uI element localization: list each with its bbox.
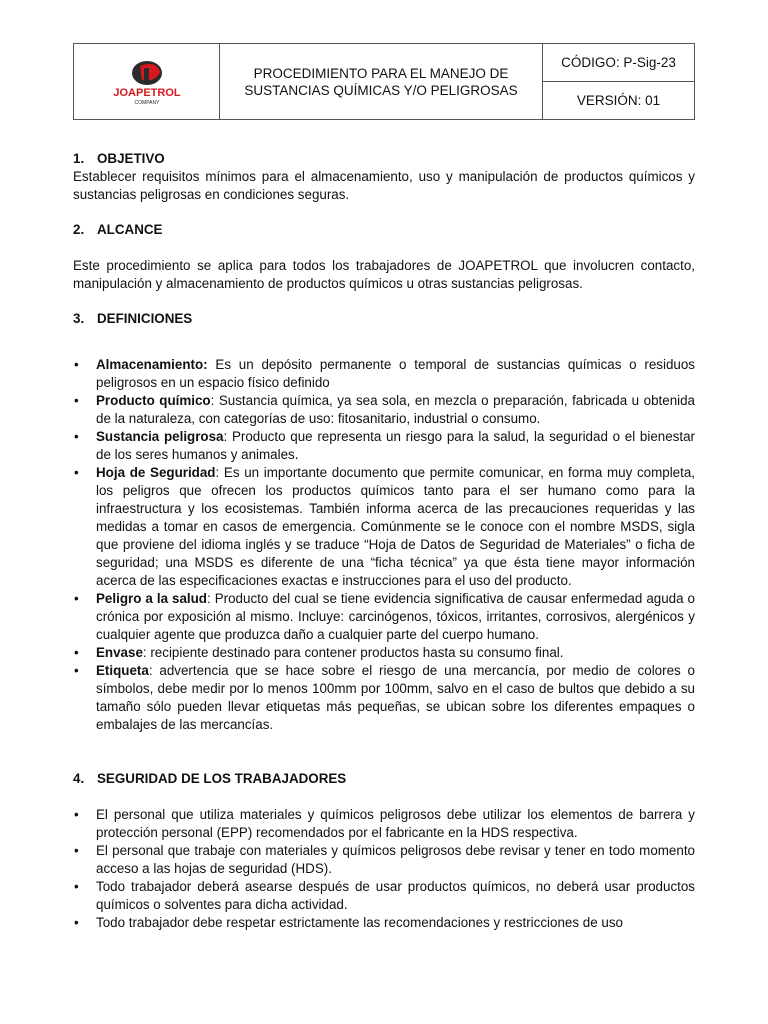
- objetivo-text: Establecer requisitos mínimos para el almacenamiento, uso y manipulación de productos químicos y sustancias peligrosas en condiciones seguras.: [73, 169, 695, 202]
- section-heading-objetivo: 1. OBJETIVO: [73, 151, 165, 166]
- list-item: • Todo trabajador deberá asearse después de usar productos químicos, no deberá usar productos químicos o solventes para dicha actividad.: [73, 878, 695, 914]
- alcance-text: Este procedimiento se aplica para todos los trabajadores de JOAPETROL que involucren contacto, manipulación y almacenamiento de productos químicos u otras sustancias peligrosas.: [73, 258, 695, 291]
- safety-list: [73, 806, 695, 932]
- list-item: • El personal que utiliza materiales y químicos peligrosos debe utilizar los elementos de barrera y protección personal (EPP) recomendados por el fabricante en la HDS respectiva.: [73, 806, 695, 842]
- definitions-list: [73, 356, 695, 734]
- list-item: • Etiqueta: advertencia que se hace sobre el riesgo de una mercancía, por medio de colores o símbolos, debe medir por lo menos 100mm por 100mm, salvo en el caso de bultos que debido a su tamaño sólo pueden llevar etiquetas más pequeñas, se ubican sobre los diferentes empaques o embalajes de las mercancías.: [73, 662, 695, 734]
- section-heading-definiciones: 3. DEFINICIONES: [73, 311, 193, 326]
- logo-wordmark: JOAPETROL: [112, 86, 181, 99]
- list-item: • Todo trabajador debe respetar estrictamente las recomendaciones y restricciones de uso: [73, 914, 695, 932]
- list-item: • El personal que trabaje con materiales y químicos peligrosos debe revisar y tener en todo momento acceso a las hojas de seguridad (HDS).: [73, 842, 695, 878]
- document-body: [73, 150, 695, 932]
- document-meta: [543, 44, 694, 119]
- logo-cell: [74, 44, 220, 119]
- list-item: • Hoja de Seguridad: Es un importante documento que permite comunicar, en forma muy completa, los peligros que ofrecen los productos químicos tanto para el ser humano como para la infraestructura y los ecosistemas. También informa acerca de las precauciones requeridas y las medidas a tomar en casos de emergencia. Comúnmente se le conoce con el nombre MSDS, sigla que proviene del idioma inglés y se traduce “Hoja de Datos de Seguridad de Materiales” o ficha de seguridad; una MSDS es diferente de una “ficha técnica” ya que ésta tiene mayor información acerca de las especificaciones exactas e instrucciones para el uso del producto.: [73, 464, 695, 590]
- section-heading-alcance: 2. ALCANCE: [73, 222, 163, 237]
- logo-subtext: COMPANY: [134, 99, 159, 106]
- document-code: CÓDIGO: P-Sig-23: [543, 44, 694, 82]
- list-item: • Producto químico: Sustancia química, ya sea sola, en mezcla o preparación, fabricada u obtenida de la naturaleza, con categorías de uso: fitosanitario, industrial o consumo.: [73, 392, 695, 428]
- list-item: • Sustancia peligrosa: Producto que representa un riesgo para la salud, la seguridad o el bienestar de los seres humanos y animales.: [73, 428, 695, 464]
- joapetrol-logo: [102, 56, 192, 108]
- list-item: • Almacenamiento: Es un depósito permanente o temporal de sustancias químicas o residuos peligrosos en un espacio físico definido: [73, 356, 695, 392]
- document-title: PROCEDIMIENTO PARA EL MANEJO DE SUSTANCIAS QUÍMICAS Y/O PELIGROSAS: [220, 44, 543, 119]
- list-item: • Envase: recipiente destinado para contener productos hasta su consumo final.: [73, 644, 695, 662]
- document-header: [73, 43, 695, 120]
- section-heading-seguridad: 4. SEGURIDAD DE LOS TRABAJADORES: [73, 771, 347, 786]
- document-version: VERSIÓN: 01: [576, 93, 661, 108]
- list-item: • Peligro a la salud: Producto del cual se tiene evidencia significativa de causar enfermedad aguda o crónica por exposición al mismo. Incluye: carcinógenos, tóxicos, irritantes, corrosivos, alergénicos y cualquier agente que produzca daño a cualquier parte del cuerpo humano.: [73, 590, 695, 644]
